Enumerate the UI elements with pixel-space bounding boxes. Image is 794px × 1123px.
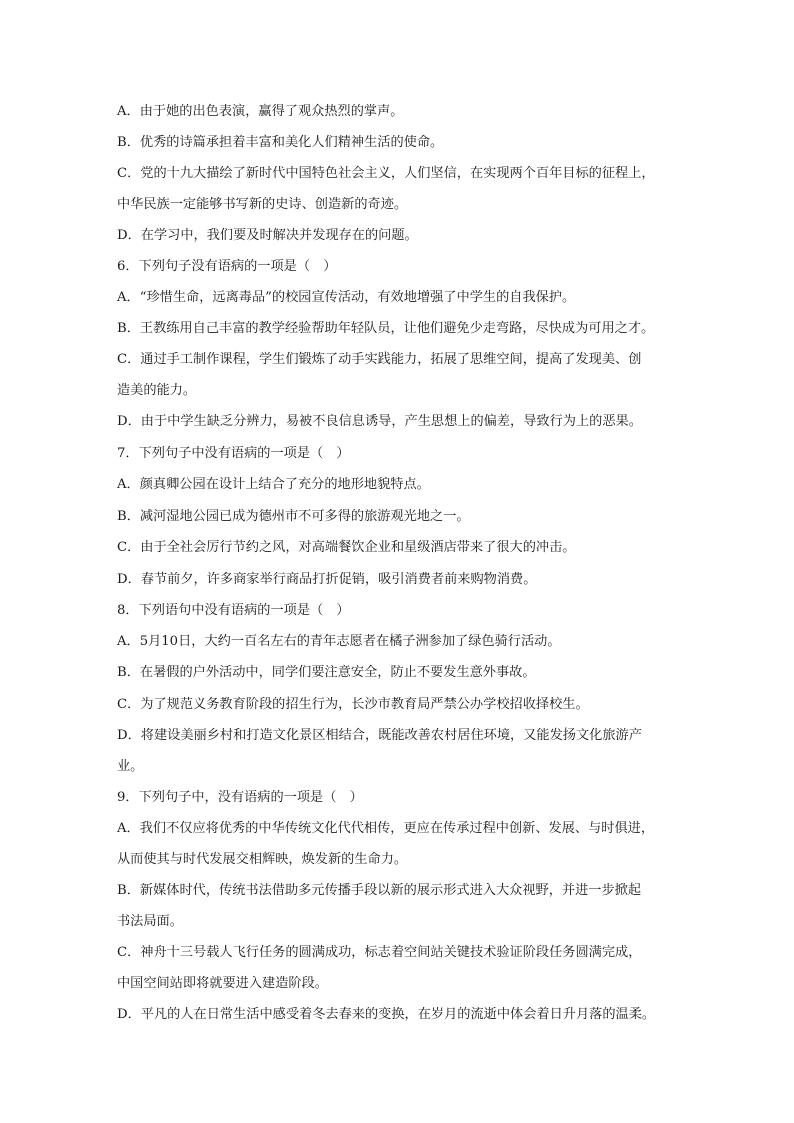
option-line: B．减河湿地公园已成为德州市不可多得的旅游观光地之一。: [117, 509, 470, 524]
option-line: B．在暑假的户外活动中，同学们要注意安全，防止不要发生意外事故。: [117, 665, 536, 680]
option-line: C．为了规范义务教育阶段的招生行为，长沙市教育局严禁公办学校招收择校生。: [117, 697, 589, 712]
option-line: B．优秀的诗篇承担着丰富和美化人们精神生活的使命。: [117, 135, 444, 150]
option-continuation-line: 中国空间站即将就要进入建造阶段。: [117, 976, 328, 991]
option-line: B．新媒体时代，传统书法借助多元传播手段以新的展示形式进入大众视野，并进一步掀起: [117, 883, 641, 898]
option-line: A．颜真卿公园在设计上结合了充分的地形地貌特点。: [117, 477, 430, 492]
option-line: D．由于中学生缺乏分辨力，易被不良信息诱导，产生思想上的偏差，导致行为上的恶果。: [117, 414, 642, 429]
option-line: A．由于她的出色表演，赢得了观众热烈的掌声。: [117, 104, 404, 119]
option-line: D．在学习中，我们要及时解决并发现存在的问题。: [117, 228, 418, 243]
option-line: C．由于全社会厉行节约之风，对高端餐饮企业和星级酒店带来了很大的冲击。: [117, 540, 576, 555]
option-continuation-line: 书法局面。: [117, 914, 183, 929]
option-line: C．通过手工制作课程，学生们锻炼了动手实践能力，拓展了思维空间，提高了发现美、创: [117, 352, 642, 367]
option-line: D．平凡的人在日常生活中感受着冬去春来的变换，在岁月的流逝中体会着日升月落的温柔。: [117, 1007, 656, 1022]
option-line: B．王教练用自己丰富的教学经验帮助年轻队员，让他们避免少走弯路，尽快成为可用之才。: [117, 321, 655, 336]
question-8-stem: 8．下列语句中没有语病的一项是（ ）: [117, 603, 350, 618]
question-7-stem: 7．下列句子中没有语病的一项是（ ）: [117, 446, 350, 461]
option-line: D．将建设美丽乡村和打造文化景区相结合，既能改善农村居住环境，又能发扬文化旅游产: [117, 728, 642, 743]
option-continuation-line: 中华民族一定能够书写新的史诗、创造新的奇迹。: [117, 197, 408, 212]
option-continuation-line: 从而使其与时代发展交相辉映，焕发新的生命力。: [117, 852, 408, 867]
option-line: A．5月10日，大约一百名左右的青年志愿者在橘子洲参加了绿色骑行活动。: [117, 634, 561, 649]
question-9-stem: 9．下列句子中，没有语病的一项是（ ）: [117, 790, 363, 805]
option-continuation-line: 造美的能力。: [117, 383, 197, 398]
option-continuation-line: 业。: [117, 759, 144, 774]
option-line: A．我们不仅应将优秀的中华传统文化代代相传，更应在传承过程中创新、发展、与时俱进，: [117, 821, 655, 836]
option-line: C．神舟十三号载人飞行任务的圆满成功，标志着空间站关键技术验证阶段任务圆满完成，: [117, 945, 642, 960]
question-6-stem: 6．下列句子没有语病的一项是（ ）: [117, 259, 337, 274]
option-line: C．党的十九大描绘了新时代中国特色社会主义，人们坚信，在实现两个百年目标的征程上，: [117, 166, 655, 181]
option-line: D．春节前夕，许多商家举行商品打折促销，吸引消费者前来购物消费。: [117, 572, 537, 587]
option-line: A．“珍惜生命，远离毒品”的校园宣传活动，有效地增强了中学生的自我保护。: [117, 290, 576, 305]
